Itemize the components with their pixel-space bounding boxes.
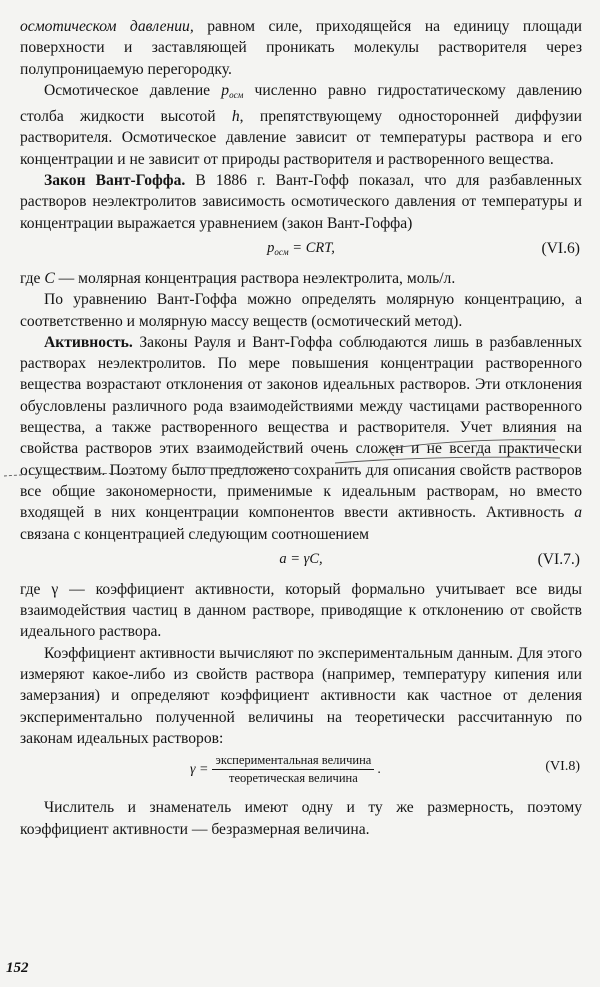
paragraph-text: Осмотическое давление xyxy=(44,81,222,99)
equation-number: (VI.8) xyxy=(545,759,580,775)
eq-lhs: γ = xyxy=(190,761,209,777)
paragraph-text: , препятствующему односторонней диффузии растворителя. Осмотическое давление зависит от температуры раствора и его концентрации и не зависит от природы растворителя и растворенного вещества. xyxy=(20,108,582,168)
denominator: теоретическая величина xyxy=(229,771,358,786)
symbol-a: a xyxy=(574,504,582,522)
numerator: экспериментальная величина xyxy=(212,753,374,770)
symbol-c: C xyxy=(44,269,55,287)
paragraph-text: равном силе, приходящейся на единицу площади поверхности и заставляющей проникать молекулы растворителя через полупроницаемую перегородку. xyxy=(20,18,582,78)
eq-rhs: = CRT, xyxy=(288,239,335,256)
paragraph-dimensionless xyxy=(20,797,582,840)
fraction xyxy=(212,753,374,786)
equation-vi6 xyxy=(20,234,582,268)
paragraph-text: Числитель и знаменатель имеют одну и ту же размерность, поэтому коэффициент активности — безразмерная величина. xyxy=(20,799,582,838)
equation-expression xyxy=(20,240,582,257)
paragraph-activity xyxy=(20,332,582,545)
paragraph-text: — молярная концентрация раствора неэлектролита, моль/л. xyxy=(54,269,456,287)
paragraph-osmotic-definition xyxy=(20,16,582,80)
italic-term: осмотическом давлении, xyxy=(20,18,194,35)
paragraph-osmotic-pressure xyxy=(20,80,582,170)
equation-number: (VI.7.) xyxy=(537,550,580,568)
paragraph-text: где xyxy=(20,269,45,287)
paragraph-where-c xyxy=(20,268,582,289)
paragraph-osmotic-method xyxy=(20,289,582,332)
eq-subscript: осм xyxy=(274,246,289,257)
paragraph-text: В 1886 г. Вант-Гофф показал, что для разбавленных растворов неэлектролитов зависимость осмотического давления от температуры и концентрации выражается уравнением (закон Вант-Гоффа) xyxy=(20,172,582,232)
paragraph-text: — коэффициент активности, который формально учитывает все виды взаимодействия частиц в данном растворе, приводящие к отклонению от свойств идеального раствора. xyxy=(20,580,582,641)
paragraph-text: численно равно гидростатическому давлению столба жидкости высотой xyxy=(20,81,582,126)
equation-expression: a = γC, xyxy=(279,550,323,567)
paragraph-text: где xyxy=(20,580,52,598)
eq-period: . xyxy=(377,761,381,777)
paragraph-vant-hoff-law xyxy=(20,170,582,234)
symbol-p: p xyxy=(221,81,230,99)
subscript-osm: осм xyxy=(229,89,244,100)
fraction-expression xyxy=(190,753,381,786)
symbol-h: h xyxy=(231,108,240,126)
paragraph-where-gamma xyxy=(20,579,582,643)
section-heading: Закон Вант-Гоффа. xyxy=(44,172,186,190)
equation-vi7 xyxy=(20,545,582,579)
paragraph-text: связана с концентрацией следующим соотношением xyxy=(20,525,370,543)
paragraph-text: Коэффициент активности вычисляют по экспериментальным данным. Для этого измеряют какое-либо из свойств раствора (например, температуру кипения или замерзания) и определяют коэффициент активности как частное от деления экспериментально полученной величины на теоретически рассчитанную по законам идеальных растворов: xyxy=(20,644,582,747)
equation-vi8 xyxy=(20,749,582,797)
equation-number: (VI.6) xyxy=(541,239,580,257)
paragraph-text: Законы Рауля и Вант-Гоффа соблюдаются лишь в разбавленных растворах неэлектролитов. По мере повышения концентрации растворенного вещества возрастают отклонения от законов идеальных растворов. Эти отклонения обусловлены различного рода взаимодействиями между частицами растворенного вещества, а также растворенного вещества и растворителя. Учет влияния на свойства растворов этих взаимодействий очень сложен и не всегда практически осуществим. Поэтому было предложено сохранить для описания свойств растворов все общие закономерности, применимые к идеальным растворам, но вместо входящей в них концентрации компонентов ввести активность. Активность xyxy=(20,333,582,522)
eq-symbol: p xyxy=(267,239,275,256)
page-number: 152 xyxy=(6,960,29,976)
symbol-gamma: γ xyxy=(51,580,59,598)
paragraph-text: По уравнению Вант-Гоффа можно определять молярную концентрацию, а соответственно и молярную массу веществ (осмотический метод). xyxy=(20,291,582,330)
section-heading: Активность. xyxy=(44,333,133,351)
paragraph-activity-coefficient xyxy=(20,643,582,749)
page-body xyxy=(20,16,582,840)
